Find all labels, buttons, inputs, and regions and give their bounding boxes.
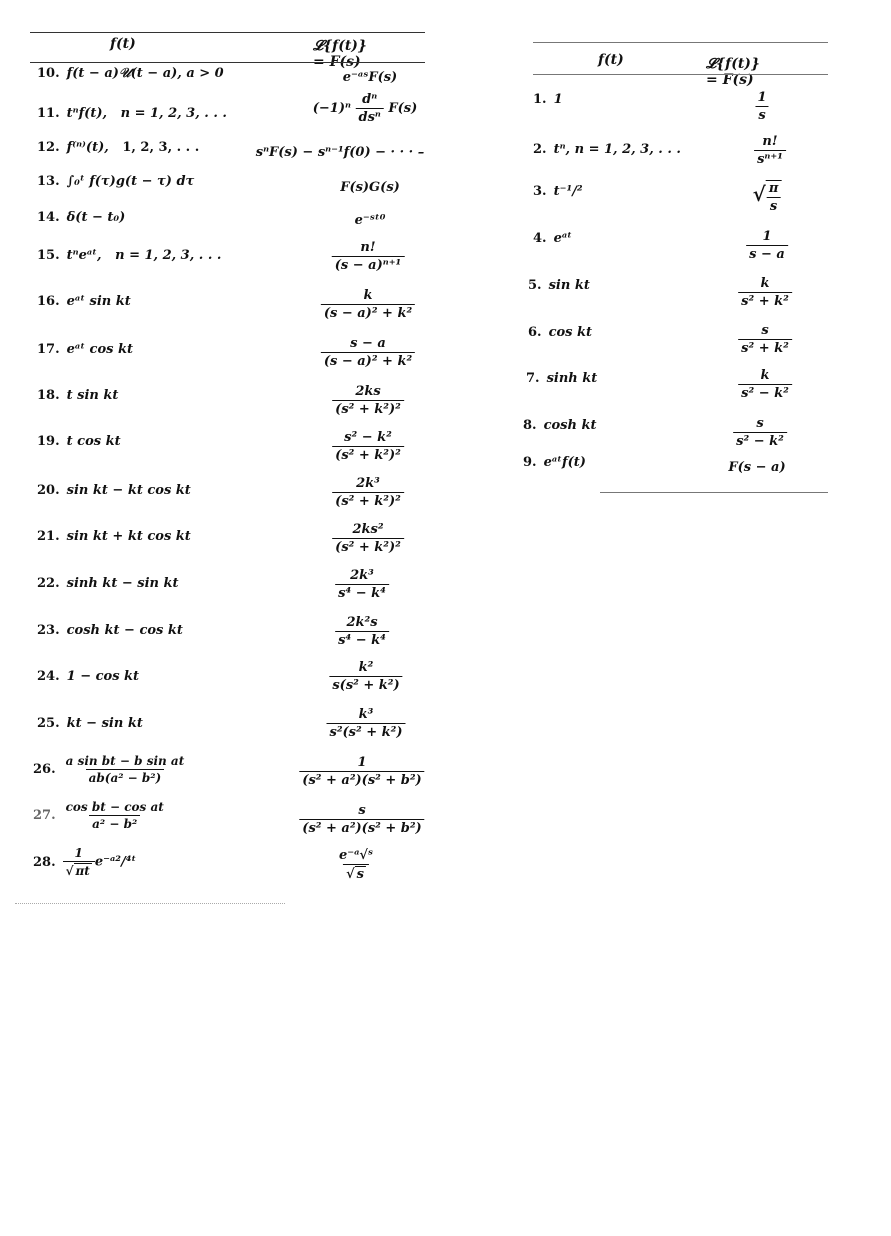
table-row: 19. t cos kt [37, 434, 121, 449]
table-row: 18. t sin kt [37, 388, 119, 403]
transform-cell: $\frac{n!}{\text{(s − a)ⁿ⁺¹}}$ [332, 240, 405, 273]
table-row: 8. cosh kt [523, 418, 597, 433]
header-rule [533, 74, 828, 75]
top-rule [533, 42, 828, 43]
transform-cell: $\frac{\text{e⁻ᵃ√ˢ}}{√ s}$ [338, 848, 374, 882]
table-row: 22. sinh kt − sin kt [37, 576, 179, 591]
header-rule [30, 62, 425, 63]
bottom-dotted-edge [15, 903, 285, 904]
table-row: 15. tⁿeᵃᵗ, n = 1, 2, 3, . . . [37, 248, 222, 263]
table-row: 3. t⁻¹/² [533, 184, 583, 199]
transform-cell: e⁻ˢᵗ⁰ [354, 213, 386, 228]
table-row: 20. sin kt − kt cos kt [37, 483, 191, 498]
table-row: 24. 1 − cos kt [37, 669, 140, 684]
table-row: 28. $\frac{1}{√ \pi t}$ e⁻ᵃ²/⁴ᵗ [33, 846, 137, 878]
table-row: 11. tⁿf(t), n = 1, 2, 3, . . . [37, 106, 227, 121]
header-F: 𝓛{f(t)} = F(s) [706, 56, 760, 88]
transform-cell: (−1)ⁿ $\frac{\text{dⁿ}}{\text{dsⁿ}}$ F(s) [312, 92, 418, 125]
transform-cell: $\frac{n!}{\text{sⁿ⁺¹}}$ [754, 134, 786, 167]
table-row: 17. eᵃᵗ cos kt [37, 342, 133, 357]
table-row: 14. δ(t − t₀) [37, 210, 126, 225]
transform-cell: $\frac{\text{k²}}{\text{s(s² + k²)}}$ [329, 660, 402, 693]
transform-cell: $\frac{s}{\text{(s² + a²)(s² + b²)}}$ [299, 803, 424, 836]
transform-cell: $\frac{\text{2k³}}{\text{s⁴ − k⁴}}$ [335, 568, 389, 601]
transform-cell: $\frac{\text{s² − k²}}{\text{(s² + k²)²}}$ [332, 430, 404, 463]
bottom-rule [600, 492, 828, 493]
transform-cell: $\frac{\text{2k³}}{\text{(s² + k²)²}}$ [332, 476, 404, 509]
table-row: 23. cosh kt − cos kt [37, 623, 183, 638]
transform-cell: $\frac{s}{\text{s² − k²}}$ [733, 416, 787, 449]
transform-cell: $\frac{s}{\text{s² + k²}}$ [738, 323, 792, 356]
table-row: 12. f⁽ⁿ⁾(t), 1, 2, 3, . . . [37, 140, 200, 155]
table-row: 1. 1 [533, 92, 563, 107]
table-row: 25. kt − sin kt [37, 716, 143, 731]
transform-cell: $\frac{1}{s}$ [754, 90, 769, 123]
transform-cell: e⁻ᵃˢF(s) [342, 70, 398, 85]
table-row: 4. eᵃᵗ [533, 231, 572, 246]
header-f: f(t) [110, 36, 136, 52]
table-row: 13. ∫₀ᵗ f(τ)g(t − τ) dτ [37, 174, 195, 189]
transform-cell: $\frac{\text{k³}}{\text{s²(s² + k²)}}$ [327, 707, 406, 740]
transform-cell: $\frac{\text{2ks²}}{\text{(s² + k²)²}}$ [332, 522, 404, 555]
table-row: 6. cos kt [528, 325, 593, 340]
transform-cell: $\frac{1}{s - a}$ [746, 229, 788, 262]
transform-cell: $\frac{s - a}{\text{(s − a)² + k²}}$ [321, 336, 415, 369]
table-row: 26. $\frac{\text{a sin bt − b sin at}}{\text{ab(a² − b²)}}$ [33, 754, 185, 785]
table-row: 16. eᵃᵗ sin kt [37, 294, 131, 309]
transform-cell: F(s)G(s) [340, 180, 400, 195]
transform-cell: $\frac{k}{\text{s² − k²}}$ [738, 368, 792, 401]
transform-cell: $\frac{k}{\text{s² + k²}}$ [738, 276, 792, 309]
table-row: 21. sin kt + kt cos kt [37, 529, 191, 544]
table-row: 10. f(t − a)𝒰(t − a), a > 0 [37, 66, 224, 81]
transform-cell: $\frac{\text{2k²s}}{\text{s⁴ − k⁴}}$ [335, 615, 389, 648]
top-rule [30, 32, 425, 33]
table-row: 9. eᵃᵗf(t) [523, 455, 586, 470]
transform-cell: sⁿF(s) − sⁿ⁻¹f(0) − · · · – [255, 145, 425, 160]
transform-cell: $\frac{2ks}{\text{(s² + k²)²}}$ [332, 384, 404, 417]
table-row: 27. $\frac{\text{cos bt − cos at}}{\text{a² − b²}}$ [33, 800, 164, 831]
transform-cell: $\frac{1}{\text{(s² + a²)(s² + b²)}}$ [299, 755, 424, 788]
transform-cell: F(s − a) [728, 460, 786, 475]
transform-cell: $\frac{k}{\text{(s − a)² + k²}}$ [321, 288, 415, 321]
table-row: 5. sin kt [528, 278, 590, 293]
table-row: 2. tⁿ, n = 1, 2, 3, . . . [533, 142, 681, 157]
header-f: f(t) [598, 52, 624, 68]
table-row: 7. sinh kt [526, 371, 598, 386]
header-F: 𝓛{f(t)} = F(s) [313, 38, 367, 70]
transform-cell: √ $\frac{\pi}{s}$ [753, 180, 782, 214]
